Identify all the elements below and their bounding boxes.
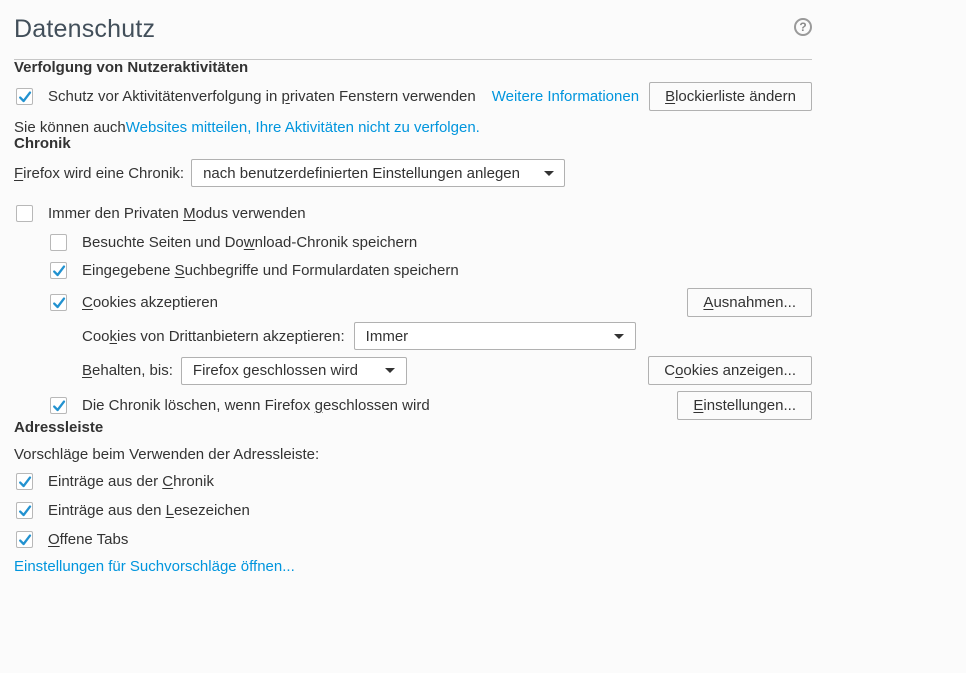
check-icon: [18, 504, 32, 518]
open-tabs-suggestions-checkbox[interactable]: [16, 531, 33, 548]
dnt-text: Sie können auch: [14, 118, 126, 136]
check-icon: [52, 399, 66, 413]
remember-history-row: [14, 233, 812, 252]
remember-search-checkbox[interactable]: [50, 262, 67, 279]
section-header-tracking: Verfolgung von Nutzeraktivitäten: [14, 59, 249, 76]
chevron-down-icon: [544, 171, 554, 176]
accept-cookies-row: [14, 288, 812, 317]
history-mode-select[interactable]: nach benutzerdefinierten Einstellungen anlegen: [191, 159, 565, 187]
check-icon: [18, 90, 32, 104]
bookmark-suggestions-label[interactable]: Einträge aus den Lesezeichen: [48, 502, 250, 519]
privacy-pane: [14, 0, 812, 575]
clear-on-close-row: [14, 391, 812, 420]
check-icon: [18, 533, 32, 547]
open-tabs-suggestions-row: [14, 530, 812, 549]
suggestions-intro: Vorschläge beim Verwenden der Adressleiste:: [14, 446, 320, 463]
tracking-protection-label[interactable]: Schutz vor Aktivitätenverfolgung in privaten Fenstern verwenden: [48, 88, 476, 105]
search-suggestions-row: [14, 558, 812, 575]
bookmark-suggestions-row: [14, 501, 812, 520]
third-party-cookies-row: [14, 322, 812, 350]
show-cookies-button[interactable]: Cookies anzeigen...: [648, 356, 812, 385]
keep-until-row: [14, 356, 812, 385]
check-icon: [18, 475, 32, 489]
private-mode-row: [14, 204, 812, 223]
third-party-cookies-label: Cookies von Drittanbietern akzeptieren:: [82, 327, 345, 345]
section-header-history: Chronik: [14, 135, 71, 152]
accept-cookies-label[interactable]: Cookies akzeptieren: [82, 294, 218, 311]
dnt-link[interactable]: Websites mitteilen, Ihre Aktivitäten nicht zu verfolgen.: [125, 118, 480, 136]
bookmark-suggestions-checkbox[interactable]: [16, 502, 33, 519]
open-tabs-suggestions-label[interactable]: Offene Tabs: [48, 531, 129, 548]
remember-history-checkbox[interactable]: [50, 234, 67, 251]
tracking-protection-checkbox[interactable]: [16, 88, 33, 105]
history-suggestions-label[interactable]: Einträge aus der Chronik: [48, 473, 214, 490]
chevron-down-icon: [385, 368, 395, 373]
dnt-row: [14, 118, 812, 136]
page-title: Datenschutz: [14, 15, 156, 43]
chevron-down-icon: [614, 334, 624, 339]
change-blocklist-button[interactable]: Blockierliste ändern: [649, 82, 812, 111]
remember-history-label[interactable]: Besuchte Seiten und Download-Chronik speichern: [82, 234, 418, 251]
third-party-cookies-select[interactable]: Immer: [354, 322, 636, 350]
tracking-protection-row: [14, 82, 812, 111]
history-mode-row: [14, 159, 812, 187]
section-header-location-bar: Adressleiste: [14, 419, 104, 436]
history-mode-label: Firefox wird eine Chronik:: [14, 164, 185, 182]
keep-until-select[interactable]: Firefox geschlossen wird: [181, 357, 407, 385]
search-suggestions-link[interactable]: Einstellungen für Suchvorschläge öffnen...: [14, 558, 295, 575]
help-icon[interactable]: ?: [794, 18, 812, 36]
keep-until-label: Behalten, bis:: [82, 362, 173, 379]
accept-cookies-checkbox[interactable]: [50, 294, 67, 311]
private-mode-checkbox[interactable]: [16, 205, 33, 222]
clear-on-close-label[interactable]: Die Chronik löschen, wenn Firefox geschlossen wird: [82, 397, 430, 414]
history-suggestions-row: [14, 472, 812, 491]
check-icon: [52, 264, 66, 278]
check-icon: [52, 296, 66, 310]
exceptions-button[interactable]: Ausnahmen...: [687, 288, 812, 317]
page-header: [14, 0, 812, 60]
learn-more-link[interactable]: Weitere Informationen: [491, 88, 640, 105]
clear-settings-button[interactable]: Einstellungen...: [677, 391, 812, 420]
private-mode-label[interactable]: Immer den Privaten Modus verwenden: [48, 205, 306, 222]
remember-search-label[interactable]: Eingegebene Suchbegriffe und Formulardaten speichern: [82, 262, 459, 279]
history-suggestions-checkbox[interactable]: [16, 473, 33, 490]
clear-on-close-checkbox[interactable]: [50, 397, 67, 414]
remember-search-row: [14, 261, 812, 280]
suggestions-intro-row: [14, 446, 812, 463]
